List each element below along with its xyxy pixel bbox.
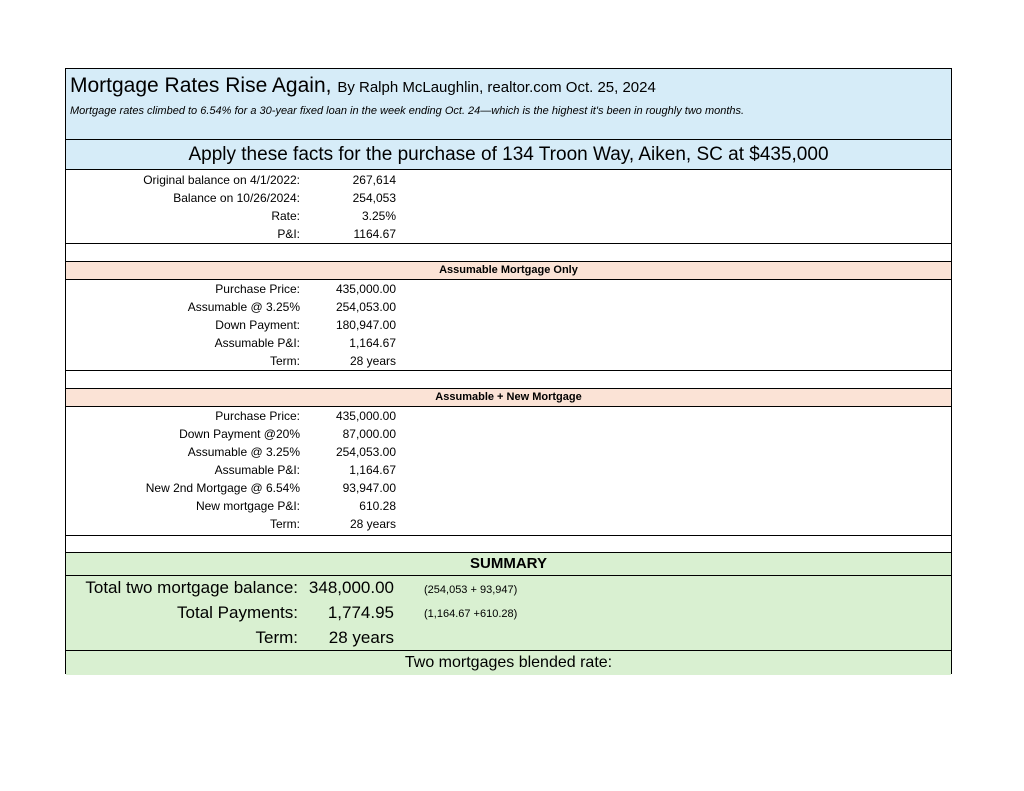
summary-value: 28 years [328,628,394,647]
assumable-only-label: Term: [270,354,300,368]
current-loan-labels [66,171,300,243]
assumable-new-label: Down Payment @20% [179,427,300,441]
assumable-new-label: New 2nd Mortgage @ 6.54% [145,481,300,495]
assumable-new-value: 254,053.00 [335,445,396,459]
assumable-new-value: 1,164.67 [349,463,396,477]
assumable-only-label: Assumable @ 3.25% [187,300,300,314]
assumable-new-value: 87,000.00 [342,427,396,441]
assumable-new-label: Purchase Price: [215,409,300,423]
assumable-new-heading: Assumable + New Mortgage [66,388,951,407]
spacer-row [66,370,951,388]
blended-rate: Two mortgages blended rate: [66,650,951,675]
title-note: Mortgage rates climbed to 6.54% for a 30-year fixed loan in the week ending Oct. 24—which is the highest it's been in roughly two months. [70,105,745,117]
summary-body [66,576,951,650]
assumable-new-label: Assumable P&I: [214,463,300,477]
assumable-only-value: 435,000.00 [335,282,396,296]
title-byline: By Ralph McLaughlin, realtor.com Oct. 25, 2024 [337,79,656,96]
assumable-only-value: 1,164.67 [349,336,396,350]
summary-label: Total two mortgage balance: [85,578,298,597]
title-main-text: Mortgage Rates Rise Again, [70,74,332,97]
summary-label: Total Payments: [177,603,298,622]
assumable-new-label: New mortgage P&I: [195,499,300,513]
assumable-only-value: 28 years [349,354,396,368]
current-loan-label: Rate: [271,209,300,223]
summary-value: 348,000.00 [308,578,394,597]
current-loan-label: Original balance on 4/1/2022: [143,173,300,187]
assumable-new-label: Assumable @ 3.25% [187,445,300,459]
assumable-new-labels [66,407,300,533]
current-loan-label: Balance on 10/26/2024: [173,191,300,205]
apply-heading: Apply these facts for the purchase of 134 Troon Way, Aiken, SC at $435,000 [66,140,951,170]
current-loan-label: P&I: [277,227,300,241]
summary-note: (1,164.67 +610.28) [424,608,518,620]
assumable-only-label: Down Payment: [215,318,300,332]
assumable-only-label: Purchase Price: [215,282,300,296]
title-block [66,69,951,140]
assumable-new-values [300,407,396,533]
current-loan-value: 254,053 [352,191,396,205]
current-loan-value: 267,614 [352,173,396,187]
mortgage-worksheet [65,68,952,674]
summary-note: (254,053 + 93,947) [424,584,518,596]
assumable-new-value: 93,947.00 [342,481,396,495]
spacer-row [66,535,951,552]
assumable-only-value: 254,053.00 [335,300,396,314]
current-loan-values [300,171,396,243]
assumable-only-values [300,280,396,370]
assumable-new-value: 435,000.00 [335,409,396,423]
page-title [70,74,656,98]
assumable-only-labels [66,280,300,370]
assumable-new-label: Term: [270,517,300,531]
summary-value: 1,774.95 [327,603,394,622]
current-loan-value: 3.25% [361,209,396,223]
summary-heading: SUMMARY [66,552,951,576]
assumable-new-value: 28 years [349,517,396,531]
spacer-row [66,243,951,261]
assumable-only-value: 180,947.00 [335,318,396,332]
assumable-new-value: 610.28 [359,499,396,513]
assumable-only-heading: Assumable Mortgage Only [66,261,951,280]
summary-label: Term: [255,628,298,647]
current-loan-value: 1164.67 [353,227,396,241]
assumable-only-label: Assumable P&I: [214,336,300,350]
